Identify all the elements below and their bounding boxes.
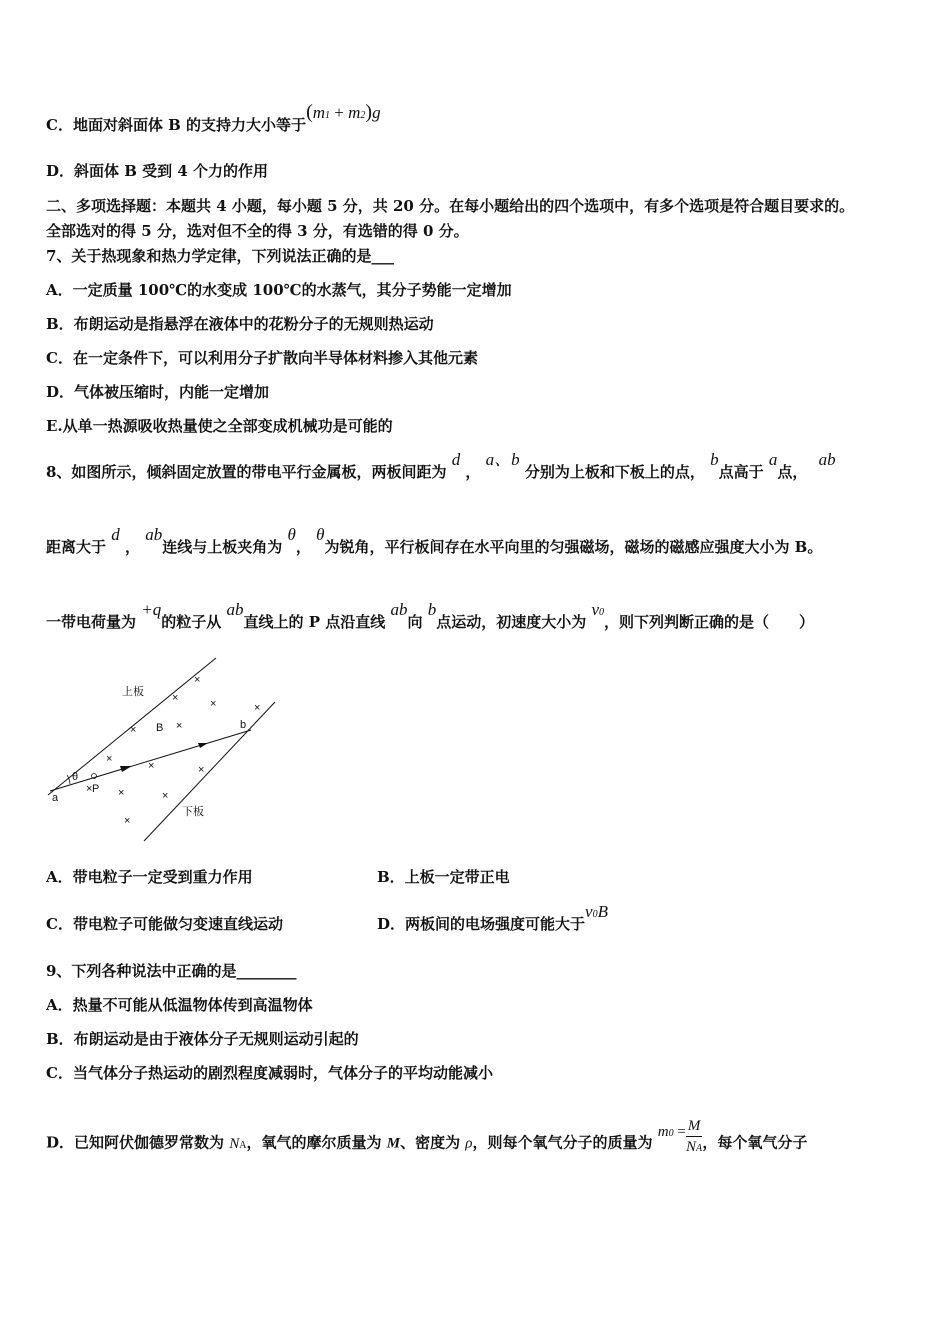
q8-l3-text1: 一带电荷量为: [46, 613, 137, 631]
cross-mark: ×: [198, 764, 205, 776]
q8-stem-line3: [46, 600, 815, 635]
q6-option-c: [46, 101, 381, 138]
q9-stem: 9、下列各种说法中正确的是________: [46, 962, 297, 980]
q9-option-c: C．当气体分子热运动的剧烈程度减弱时，气体分子的平均动能减小: [46, 1064, 493, 1082]
q8-l1-text3: 分别为上板和下板上的点，: [524, 463, 705, 481]
q8-figure: [46, 655, 286, 845]
q8-l1-b: b: [710, 450, 719, 469]
q8-option-d: [377, 902, 608, 937]
q9-d-text2: ，氧气的摩尔质量为: [246, 1133, 387, 1152]
q8-option-d-formula: v0B: [585, 902, 608, 921]
q8-l2-theta: θ: [287, 525, 296, 544]
q8-l2-text3: 连线与上板夹角为: [162, 538, 283, 556]
section2-header-line1: 二、多项选择题：本题共 4 小题，每小题 5 分，共 20 分。在每小题给出的四个选项中，有多个选项是符合题目要求的。: [46, 197, 855, 215]
q8-l3-v0: v0: [591, 600, 604, 619]
q8-l3-text2: 的粒子从: [161, 613, 222, 631]
cross-mark: ×: [194, 674, 201, 686]
q8-l2-text4: ，: [295, 538, 311, 556]
cross-mark: ×: [118, 787, 125, 799]
q8-l1-ab: a、b: [485, 450, 520, 469]
upper-plate-label: 上板: [122, 686, 144, 698]
cross-mark: ×: [172, 692, 179, 704]
q8-stem-line2: [46, 525, 823, 557]
q8-l2-text1: 距离大于: [46, 538, 107, 556]
q6-option-d: D．斜面体 B 受到 4 个力的作用: [46, 162, 269, 180]
q8-l1-text1: 8、如图所示，倾斜固定放置的带电平行金属板，两板间距为: [46, 463, 447, 481]
point-p-label: P: [92, 783, 100, 795]
q9-d-m0: m0 =: [657, 1123, 686, 1140]
q9-d-fraction: $\frac{M}{NA}$: [686, 1118, 703, 1155]
q8-l3-text5: 点运动，初速度大小为: [436, 613, 587, 631]
cross-mark: ×: [210, 698, 217, 710]
q8-l2-theta2: θ: [316, 525, 325, 544]
q7-option-c: C．在一定条件下，可以利用分子扩散向半导体材料掺入其他元素: [46, 349, 478, 367]
q8-l3-text3: 直线上的 P 点沿直线: [243, 613, 386, 631]
cross-mark: ×: [254, 702, 261, 714]
lower-plate-label: 下板: [182, 806, 204, 818]
q8-l2-text5: 为锐角，平行板间存在水平向里的匀强磁场，磁场的磁感应强度大小为 B。: [324, 538, 823, 556]
q8-l3-b: b: [427, 600, 437, 619]
cross-mark: ×: [130, 724, 137, 736]
q6-option-c-text: C．地面对斜面体 B 的支持力大小等于: [46, 116, 307, 134]
q9-option-a: A．热量不可能从低温物体传到高温物体: [46, 996, 313, 1014]
cross-mark: ×: [106, 753, 113, 765]
cross-mark: ×: [162, 790, 169, 802]
q8-option-d-text: D．两板间的电场强度可能大于: [377, 915, 586, 933]
lower-plate-line: [144, 702, 275, 841]
q8-l1-a: a: [768, 450, 778, 469]
cross-mark: ×: [124, 815, 131, 827]
q7-option-e: E.从单一热源吸收热量使之全部变成机械功是可能的: [46, 417, 393, 435]
q8-l3-text4: 向: [407, 613, 423, 631]
q9-d-text1: D．已知阿伏伽德罗常数为: [46, 1133, 230, 1152]
point-b-label: b: [240, 719, 247, 731]
cross-mark: ×: [86, 783, 93, 795]
q8-l2-d: d: [111, 525, 120, 544]
q7-option-d: D．气体被压缩时，内能一定增加: [46, 383, 270, 401]
q8-l3-ab: ab: [226, 600, 244, 619]
q9-d-text3: 、密度为: [400, 1133, 466, 1152]
q9-d-text5: ，每个氧气分子: [702, 1133, 808, 1152]
q6-formula: (m1 + m2)g: [306, 101, 381, 123]
q8-option-c: C．带电粒子可能做匀变速直线运动: [46, 915, 283, 933]
magnetic-field-crosses: [86, 674, 260, 827]
q9-d-m: M: [386, 1135, 401, 1152]
q9-option-d: [46, 1118, 808, 1165]
q9-option-b: B．布朗运动是由于液体分子无规则运动引起的: [46, 1030, 359, 1048]
q8-l3-ab2: ab: [390, 600, 408, 619]
q8-l2-text2: ，: [124, 538, 140, 556]
q8-stem-line1: [46, 450, 836, 482]
point-a-label: a: [52, 792, 59, 804]
b-field-label: B: [156, 722, 164, 734]
q9-d-text4: ，则每个氧气分子的质量为: [472, 1133, 653, 1152]
q8-l1-text4: 点高于: [718, 463, 764, 481]
cross-mark: ×: [176, 720, 183, 732]
q9-d-rho: ρ: [465, 1135, 473, 1152]
q8-l3-text6: ，则下列判断正确的是（ ）: [604, 613, 815, 631]
q8-l1-text2: ，: [465, 463, 481, 481]
q8-l2-ab: ab: [145, 525, 163, 544]
q7-option-b: B．布朗运动是指悬浮在液体中的花粉分子的无规则热运动: [46, 315, 434, 333]
angle-label: θ: [72, 771, 79, 783]
q8-option-a: A．带电粒子一定受到重力作用: [46, 868, 253, 886]
q8-option-b: B．上板一定带正电: [377, 868, 510, 886]
q8-l1-text5: 点，: [777, 463, 808, 481]
velocity-arrow-head: [120, 766, 132, 772]
q8-l3-q: +q: [141, 600, 162, 619]
cross-mark: ×: [148, 760, 155, 772]
q7-stem: 7、关于热现象和热力学定律，下列说法正确的是___: [46, 247, 394, 265]
q7-option-a: A．一定质量 100℃的水变成 100℃的水蒸气，其分子势能一定增加: [46, 281, 512, 299]
ab-arrow-head: [198, 743, 208, 748]
q8-l1-d: d: [451, 450, 461, 469]
section2-header-line2: 全部选对的得 5 分，选对但不全的得 3 分，有选错的得 0 分。: [46, 222, 469, 240]
q9-d-na: NA: [229, 1135, 247, 1152]
q8-l1-ab2: ab: [818, 450, 836, 469]
